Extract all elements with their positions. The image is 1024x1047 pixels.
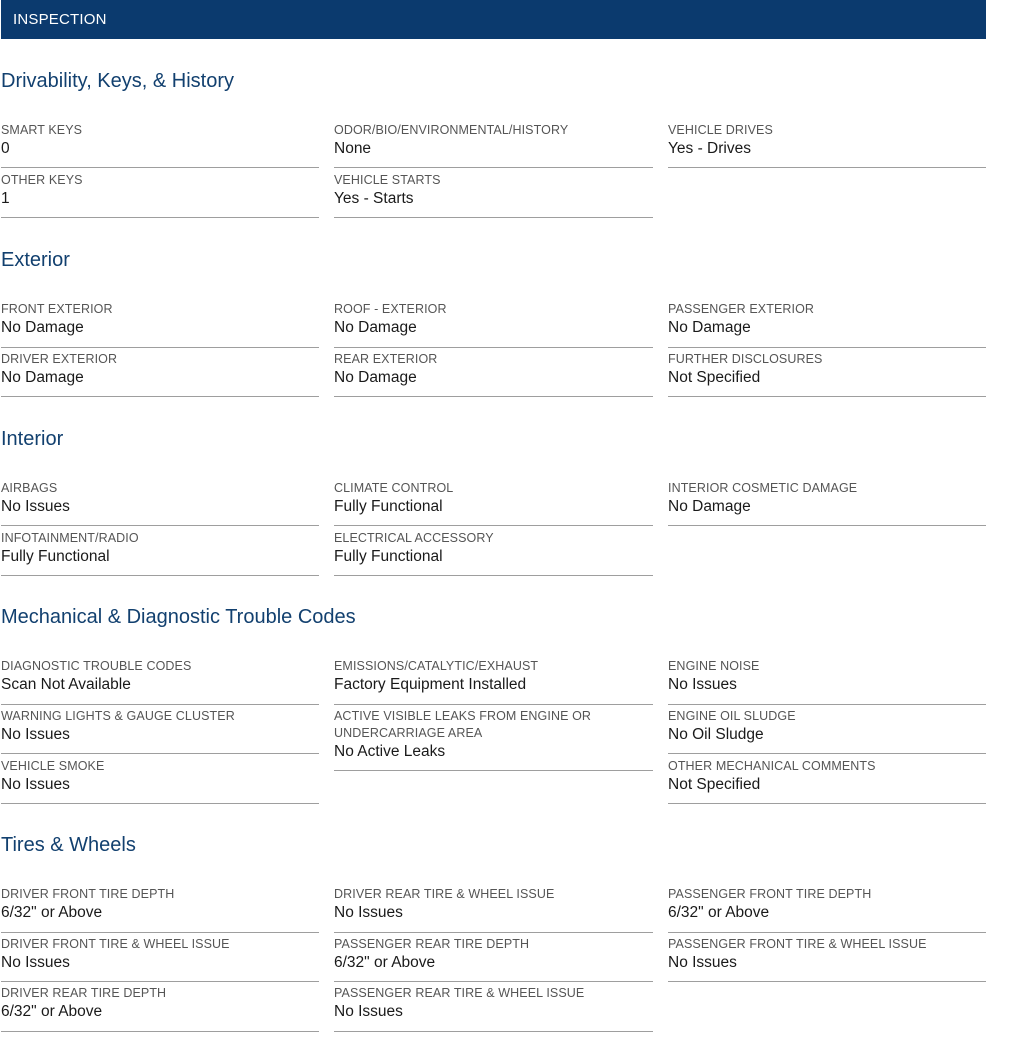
- field-label: CLIMATE CONTROL: [334, 481, 454, 495]
- field-engine-noise: [668, 658, 986, 705]
- field-label: VEHICLE STARTS: [334, 173, 441, 187]
- field-value: Factory Equipment Installed: [334, 676, 527, 693]
- field-airbags: [1, 480, 319, 526]
- field-driver-rear-tire-wheel-issue: [334, 886, 653, 933]
- field-passenger-rear-tire-depth: [334, 936, 653, 982]
- field-engine-oil-sludge: [668, 708, 986, 754]
- field-label: DRIVER REAR TIRE & WHEEL ISSUE: [334, 887, 555, 901]
- field-other-mechanical-comments: [668, 758, 986, 804]
- field-rear-exterior: [334, 351, 653, 397]
- field-value: 1: [1, 190, 10, 207]
- field-label: VEHICLE DRIVES: [668, 123, 773, 137]
- field-active-visible-leaks: [334, 708, 653, 771]
- field-value: Fully Functional: [1, 548, 110, 565]
- field-label: FURTHER DISCLOSURES: [668, 352, 823, 366]
- field-value: 6/32" or Above: [334, 954, 436, 971]
- field-value: No Issues: [668, 954, 737, 971]
- field-electrical-accessory: [334, 530, 653, 576]
- field-label: INFOTAINMENT/RADIO: [1, 531, 139, 545]
- section-title-interior: Interior: [1, 428, 64, 450]
- field-label: FRONT EXTERIOR: [1, 302, 113, 316]
- field-label: PASSENGER EXTERIOR: [668, 302, 815, 316]
- field-warning-lights-gauge-cluster: [1, 708, 319, 754]
- section-title-exterior: Exterior: [1, 249, 70, 271]
- field-diagnostic-trouble-codes: [1, 658, 319, 705]
- field-label: ENGINE NOISE: [668, 659, 760, 673]
- field-label: PASSENGER FRONT TIRE & WHEEL ISSUE: [668, 937, 927, 951]
- field-infotainment-radio: [1, 530, 319, 576]
- field-label: PASSENGER REAR TIRE & WHEEL ISSUE: [334, 986, 585, 1000]
- field-smart-keys: [1, 122, 319, 168]
- field-value: No Issues: [668, 676, 737, 693]
- field-value: Not Specified: [668, 776, 761, 793]
- field-value: No Issues: [1, 776, 70, 793]
- header-title: INSPECTION: [13, 11, 107, 28]
- field-vehicle-drives: [668, 122, 986, 168]
- field-passenger-front-tire-wheel-issue: [668, 936, 986, 982]
- field-climate-control: [334, 480, 653, 526]
- field-value: No Issues: [1, 726, 70, 743]
- field-value: No Issues: [334, 1003, 403, 1020]
- field-label: ODOR/BIO/ENVIRONMENTAL/HISTORY: [334, 123, 569, 137]
- field-label: PASSENGER FRONT TIRE DEPTH: [668, 887, 872, 901]
- field-label: DRIVER FRONT TIRE DEPTH: [1, 887, 175, 901]
- field-value: Yes - Starts: [334, 190, 414, 207]
- field-label: ROOF - EXTERIOR: [334, 302, 447, 316]
- field-value: No Issues: [1, 954, 70, 971]
- field-label: WARNING LIGHTS & GAUGE CLUSTER: [1, 709, 235, 723]
- field-value: No Issues: [334, 904, 403, 921]
- field-passenger-exterior: [668, 301, 986, 348]
- field-further-disclosures: [668, 351, 986, 397]
- field-value: No Damage: [668, 498, 751, 515]
- field-value: Scan Not Available: [1, 676, 131, 693]
- section-title-mechanical: Mechanical & Diagnostic Trouble Codes: [1, 606, 356, 628]
- field-label: ENGINE OIL SLUDGE: [668, 709, 796, 723]
- field-value: 6/32" or Above: [668, 904, 770, 921]
- field-label: INTERIOR COSMETIC DAMAGE: [668, 481, 858, 495]
- field-driver-front-tire-depth: [1, 886, 319, 933]
- field-value: No Oil Sludge: [668, 726, 764, 743]
- field-value: No Damage: [334, 319, 417, 336]
- field-value: Yes - Drives: [668, 140, 751, 157]
- field-label: ELECTRICAL ACCESSORY: [334, 531, 494, 545]
- field-passenger-front-tire-depth: [668, 886, 986, 933]
- field-driver-rear-tire-depth: [1, 985, 319, 1032]
- field-vehicle-smoke: [1, 758, 319, 804]
- field-value: 6/32" or Above: [1, 1003, 103, 1020]
- section-title-drivability: Drivability, Keys, & History: [1, 70, 235, 92]
- field-vehicle-starts: [334, 172, 653, 218]
- field-label: DRIVER REAR TIRE DEPTH: [1, 986, 167, 1000]
- field-value: Fully Functional: [334, 548, 443, 565]
- field-label: EMISSIONS/CATALYTIC/EXHAUST: [334, 659, 539, 673]
- field-odor-bio-environmental-history: [334, 122, 653, 168]
- field-label: DRIVER EXTERIOR: [1, 352, 118, 366]
- field-value: 0: [1, 140, 10, 157]
- field-label: DIAGNOSTIC TROUBLE CODES: [1, 659, 192, 673]
- field-label: ACTIVE VISIBLE LEAKS FROM ENGINE OR UNDERCARRIAGE AREA: [334, 709, 592, 740]
- field-passenger-rear-tire-wheel-issue: [334, 985, 653, 1032]
- field-label: OTHER MECHANICAL COMMENTS: [668, 759, 876, 773]
- field-driver-front-tire-wheel-issue: [1, 936, 319, 982]
- field-label: AIRBAGS: [1, 481, 58, 495]
- field-value: Fully Functional: [334, 498, 443, 515]
- field-value: 6/32" or Above: [1, 904, 103, 921]
- field-label: VEHICLE SMOKE: [1, 759, 105, 773]
- field-label: PASSENGER REAR TIRE DEPTH: [334, 937, 530, 951]
- field-value: No Damage: [1, 369, 84, 386]
- field-label: DRIVER FRONT TIRE & WHEEL ISSUE: [1, 937, 230, 951]
- field-driver-exterior: [1, 351, 319, 397]
- field-value: Not Specified: [668, 369, 761, 386]
- field-interior-cosmetic-damage: [668, 480, 986, 526]
- section-title-tires-wheels: Tires & Wheels: [1, 834, 136, 856]
- inspection-header-bar: [1, 0, 986, 39]
- field-value: No Damage: [334, 369, 417, 386]
- field-roof-exterior: [334, 301, 653, 348]
- field-front-exterior: [1, 301, 319, 348]
- field-value: No Damage: [668, 319, 751, 336]
- field-label: OTHER KEYS: [1, 173, 83, 187]
- field-value: No Active Leaks: [334, 743, 446, 760]
- field-value: No Issues: [1, 498, 70, 515]
- field-value: None: [334, 140, 372, 157]
- field-value: No Damage: [1, 319, 84, 336]
- field-label: SMART KEYS: [1, 123, 83, 137]
- field-label: REAR EXTERIOR: [334, 352, 438, 366]
- field-emissions-catalytic-exhaust: [334, 658, 653, 705]
- field-other-keys: [1, 172, 319, 218]
